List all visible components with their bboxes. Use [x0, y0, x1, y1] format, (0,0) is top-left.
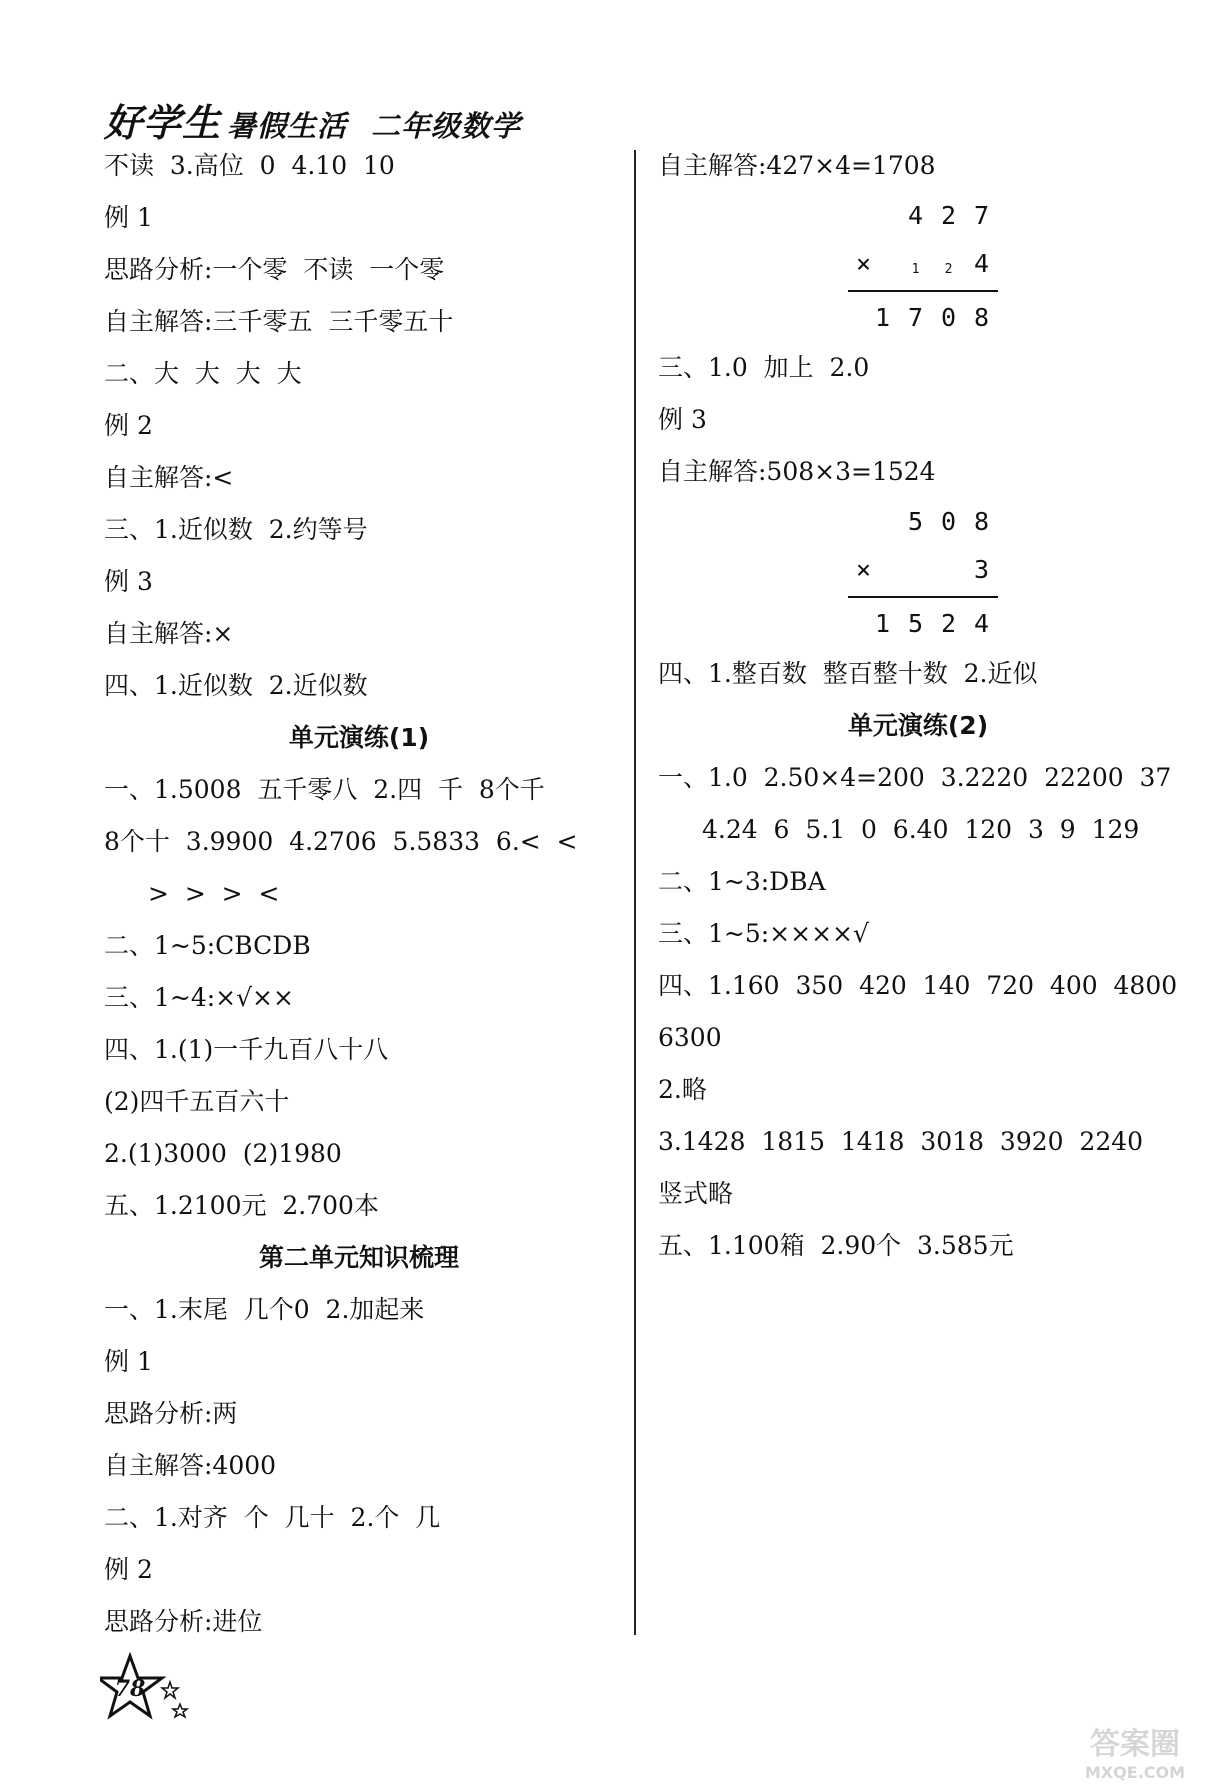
vertical-multiplication-2 — [848, 498, 998, 648]
answer-line: 四、1.160 350 420 140 720 400 4800 — [658, 971, 1178, 1000]
answer-line: 6300 — [658, 1023, 722, 1052]
page-number: 78 — [114, 1676, 146, 1702]
answer-line: 2.(1)3000 (2)1980 — [104, 1139, 342, 1168]
answer-line: 例 3 — [658, 405, 707, 434]
digit: 2 — [940, 201, 957, 230]
digit: 7 — [907, 303, 924, 332]
watermark-logo — [1060, 1716, 1210, 1786]
digit: 1 — [874, 609, 891, 638]
right-column — [658, 140, 1178, 1272]
answer-line: 8个十 3.9900 4.2706 5.5833 6.< < — [104, 827, 578, 856]
multiplicand-row — [848, 498, 998, 546]
times-sign: × — [856, 555, 872, 584]
answer-line: 四、1.整百数 整百整十数 2.近似 — [658, 659, 1038, 688]
answer-line: > > > < — [148, 879, 280, 908]
answer-line: 2.略 — [658, 1075, 707, 1104]
answer-line: 二、1~3:DBA — [658, 867, 826, 896]
answer-line: 例 2 — [104, 411, 153, 440]
multiplier-row — [848, 240, 998, 288]
answer-line: 五、1.100箱 2.90个 3.585元 — [658, 1231, 1014, 1260]
answer-line: 思路分析:进位 — [104, 1607, 263, 1636]
result-rule — [848, 596, 998, 598]
book-subtitle: 暑假生活 — [227, 109, 348, 143]
multiplicand-row — [848, 192, 998, 240]
carry-digit: 2 — [944, 262, 953, 277]
answer-line: 思路分析:一个零 不读 一个零 — [104, 255, 445, 284]
digit: 4 — [973, 249, 990, 278]
answer-line: 4.24 6 5.1 0 6.40 120 3 9 129 — [702, 815, 1140, 844]
answer-line: 3.1428 1815 1418 3018 3920 2240 — [658, 1127, 1144, 1156]
answer-line: 不读 3.高位 0 4.10 10 — [104, 151, 395, 180]
answer-line: 五、1.2100元 2.700本 — [104, 1191, 379, 1220]
answer-line: 一、1.0 2.50×4=200 3.2220 22200 37 — [658, 763, 1172, 792]
digit: 4 — [973, 609, 990, 638]
page-header — [104, 92, 521, 147]
answer-line: 三、1~5:××××√ — [658, 919, 869, 948]
answer-line: 二、1.对齐 个 几十 2.个 几 — [104, 1503, 441, 1532]
digit: 3 — [973, 555, 990, 584]
answer-line: 自主解答:508×3=1524 — [658, 457, 936, 486]
answer-line: 自主解答:三千零五 三千零五十 — [104, 307, 454, 336]
digit: 7 — [973, 201, 990, 230]
digit: 8 — [973, 507, 990, 536]
times-sign: × — [856, 249, 872, 278]
digit: 5 — [907, 609, 924, 638]
answer-line: 四、1.(1)一千九百八十八 — [104, 1035, 389, 1064]
carry-digit: 1 — [911, 262, 920, 277]
product-row — [848, 294, 998, 342]
digit: 4 — [907, 201, 924, 230]
digit: 2 — [940, 609, 957, 638]
answer-line: 四、1.近似数 2.近似数 — [104, 671, 368, 700]
grade-subject: 二年级数学 — [371, 109, 522, 143]
watermark-text: 答案圈 — [1090, 1727, 1180, 1762]
answer-line: (2)四千五百六十 — [104, 1087, 290, 1116]
section-title-unit-practice-1: 单元演练(1) — [288, 723, 430, 752]
answer-line: 三、1~4:×√×× — [104, 983, 294, 1012]
answer-line: 例 1 — [104, 1347, 153, 1376]
answer-line: 三、1.近似数 2.约等号 — [104, 515, 368, 544]
multiplier-row — [848, 546, 998, 594]
watermark-url: MXQE.COM — [1084, 1763, 1186, 1782]
answer-line: 例 2 — [104, 1555, 153, 1584]
column-divider — [634, 150, 636, 1635]
digit: 5 — [907, 507, 924, 536]
section-title-unit2-review: 第二单元知识梳理 — [258, 1243, 459, 1272]
answer-line: 例 3 — [104, 567, 153, 596]
brand-title: 好学生 — [104, 101, 222, 145]
section-title-unit-practice-2: 单元演练(2) — [847, 711, 989, 740]
answer-line: 思路分析:两 — [104, 1399, 238, 1428]
answer-line: 竖式略 — [658, 1179, 734, 1208]
answer-line: 二、大 大 大 大 — [104, 359, 302, 388]
answer-line: 自主解答:× — [104, 619, 234, 648]
answer-line: 二、1~5:CBCDB — [104, 931, 311, 960]
answer-line: 三、1.0 加上 2.0 — [658, 353, 870, 382]
answer-line: 自主解答:4000 — [104, 1451, 277, 1480]
answer-line: 一、1.末尾 几个0 2.加起来 — [104, 1295, 425, 1324]
answer-line: 一、1.5008 五千零八 2.四 千 8个千 — [104, 775, 545, 804]
answer-line: 例 1 — [104, 203, 153, 232]
digit: 0 — [940, 507, 957, 536]
answer-line: 自主解答:< — [104, 463, 234, 492]
page-number-badge — [100, 1652, 190, 1732]
answer-line: 自主解答:427×4=1708 — [658, 151, 936, 180]
digit: 0 — [940, 303, 957, 332]
digit: 1 — [874, 303, 891, 332]
vertical-multiplication-1 — [848, 192, 998, 342]
digit: 8 — [973, 303, 990, 332]
star-icon — [100, 1652, 190, 1732]
product-row — [848, 600, 998, 648]
left-column — [104, 140, 614, 1648]
